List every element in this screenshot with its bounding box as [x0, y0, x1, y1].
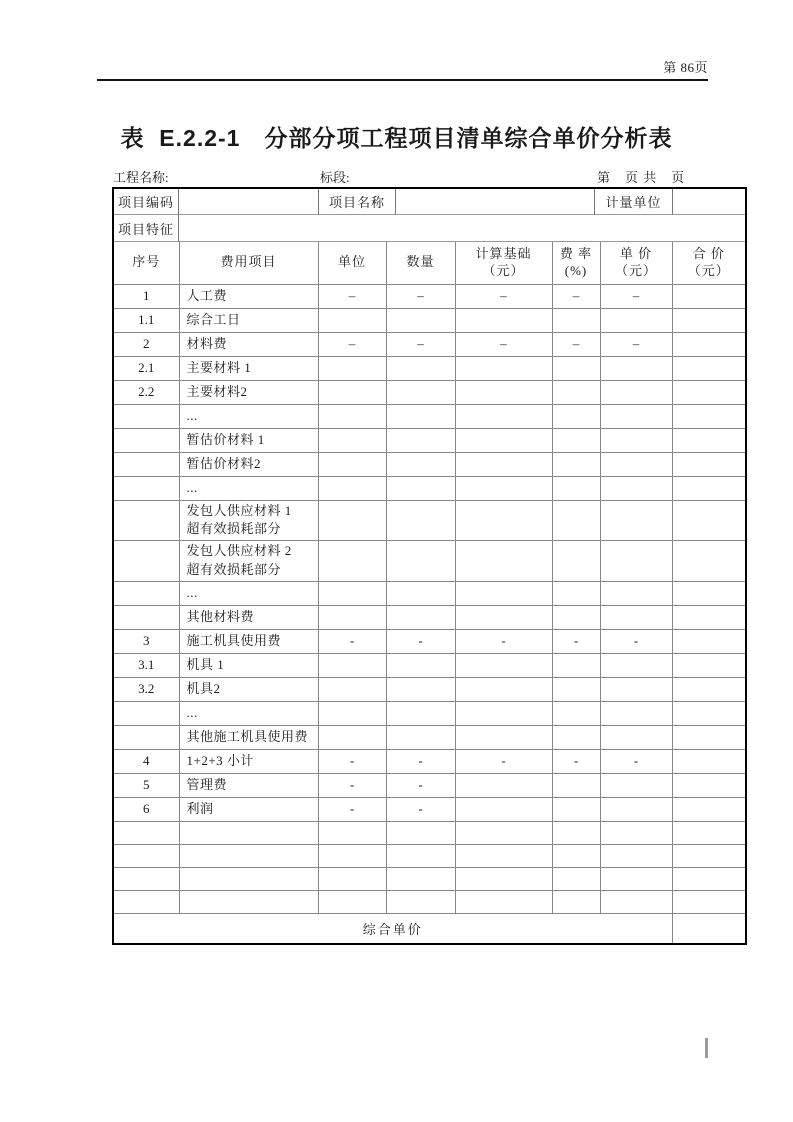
row-cell — [552, 677, 600, 701]
row-cell — [386, 500, 455, 541]
row-cell — [455, 476, 552, 500]
empty-row — [114, 867, 745, 890]
row-cell: – — [386, 332, 455, 356]
header-rule — [97, 79, 708, 81]
row-cell: - — [386, 629, 455, 653]
fee-row — [114, 404, 745, 428]
row-cell: – — [552, 332, 600, 356]
row-item: ... — [179, 404, 318, 428]
row-cell — [318, 701, 386, 725]
row-cell — [552, 821, 600, 844]
row-cell — [672, 797, 745, 821]
row-cell — [600, 605, 672, 629]
row-item: 其他施工机具使用费 — [179, 725, 318, 749]
row-cell — [552, 773, 600, 797]
row-cell — [455, 701, 552, 725]
cursor-mark — [705, 1038, 708, 1058]
row-cell — [386, 653, 455, 677]
empty-row — [114, 821, 745, 844]
pagination-label: 第 页 共 页 — [597, 170, 686, 185]
row-cell — [672, 701, 745, 725]
row-cell: - — [318, 629, 386, 653]
row-cell — [455, 677, 552, 701]
row-cell: - — [318, 797, 386, 821]
row-no: 3.1 — [114, 653, 179, 677]
row-cell: - — [318, 749, 386, 773]
row-no — [114, 890, 179, 913]
row-cell — [455, 541, 552, 582]
fee-row — [114, 605, 745, 629]
row-cell: – — [455, 332, 552, 356]
row-cell — [672, 500, 745, 541]
row-cell — [600, 725, 672, 749]
row-item: 1+2+3 小计 — [179, 749, 318, 773]
row-no — [114, 581, 179, 605]
row-cell — [455, 308, 552, 332]
row-cell: - — [386, 749, 455, 773]
row-cell — [672, 867, 745, 890]
fee-row — [114, 629, 745, 653]
row-item: 机具2 — [179, 677, 318, 701]
row-cell — [386, 308, 455, 332]
row-cell — [318, 581, 386, 605]
row-cell — [318, 308, 386, 332]
row-cell — [386, 581, 455, 605]
row-item: 暂估价材料2 — [179, 452, 318, 476]
row-item: 机具 1 — [179, 653, 318, 677]
row-cell — [600, 541, 672, 582]
row-cell: – — [386, 284, 455, 308]
row-item: 施工机具使用费 — [179, 629, 318, 653]
row-no — [114, 605, 179, 629]
row-no: 4 — [114, 749, 179, 773]
column-header: 序号 — [114, 242, 179, 284]
row-cell — [672, 821, 745, 844]
row-cell — [600, 356, 672, 380]
row-no: 5 — [114, 773, 179, 797]
row-no: 2 — [114, 332, 179, 356]
row-cell — [455, 605, 552, 629]
row-cell — [672, 332, 745, 356]
row-no — [114, 541, 179, 582]
section-label: 标段: — [320, 170, 350, 185]
row-cell — [455, 867, 552, 890]
row-no — [114, 844, 179, 867]
row-item — [179, 890, 318, 913]
info-row — [114, 189, 745, 215]
row-cell — [600, 677, 672, 701]
row-item: 暂估价材料 1 — [179, 428, 318, 452]
row-cell: - — [455, 749, 552, 773]
fee-row — [114, 701, 745, 725]
empty-row — [114, 844, 745, 867]
row-no: 1.1 — [114, 308, 179, 332]
row-cell — [672, 749, 745, 773]
column-header: 数量 — [386, 242, 455, 284]
row-cell — [455, 404, 552, 428]
row-cell — [552, 452, 600, 476]
row-cell — [552, 356, 600, 380]
row-cell — [552, 581, 600, 605]
row-cell — [672, 308, 745, 332]
summary-value — [672, 913, 745, 943]
row-cell: - — [386, 773, 455, 797]
row-item: 其他材料费 — [179, 605, 318, 629]
row-cell — [600, 452, 672, 476]
fee-row — [114, 677, 745, 701]
row-cell — [386, 452, 455, 476]
row-cell — [672, 428, 745, 452]
row-cell — [386, 605, 455, 629]
fee-row — [114, 653, 745, 677]
row-cell — [318, 725, 386, 749]
row-cell — [455, 380, 552, 404]
row-cell — [455, 725, 552, 749]
item-name-label: 项目名称 — [319, 189, 396, 215]
row-item: 管理费 — [179, 773, 318, 797]
row-cell — [600, 821, 672, 844]
row-cell — [600, 581, 672, 605]
row-item — [179, 821, 318, 844]
meta-line — [0, 167, 793, 185]
fee-row — [114, 581, 745, 605]
row-cell — [318, 890, 386, 913]
row-no — [114, 500, 179, 541]
row-cell — [552, 653, 600, 677]
row-cell: – — [600, 332, 672, 356]
fee-row — [114, 541, 745, 582]
row-cell — [455, 844, 552, 867]
row-cell — [386, 356, 455, 380]
row-cell — [552, 605, 600, 629]
row-cell: - — [318, 773, 386, 797]
row-cell — [318, 541, 386, 582]
row-cell — [552, 797, 600, 821]
row-item — [179, 867, 318, 890]
row-cell — [552, 725, 600, 749]
row-no — [114, 404, 179, 428]
row-cell — [318, 867, 386, 890]
row-cell — [672, 404, 745, 428]
row-cell — [672, 380, 745, 404]
empty-row — [114, 890, 745, 913]
item-code-value — [179, 189, 319, 215]
row-cell — [455, 356, 552, 380]
row-cell: – — [455, 284, 552, 308]
row-cell — [600, 890, 672, 913]
row-cell — [318, 677, 386, 701]
row-item: 材料费 — [179, 332, 318, 356]
column-header: 单 价 （元） — [600, 242, 672, 284]
row-item: 发包人供应材料 2 超有效损耗部分 — [179, 541, 318, 582]
page-title: 表 E.2.2-1 分部分项工程项目清单综合单价分析表 — [120, 125, 673, 151]
row-item: 主要材料 1 — [179, 356, 318, 380]
row-item: 发包人供应材料 1 超有效损耗部分 — [179, 500, 318, 541]
row-cell — [455, 500, 552, 541]
row-cell — [318, 428, 386, 452]
row-cell — [552, 428, 600, 452]
row-cell — [386, 677, 455, 701]
row-item: ... — [179, 476, 318, 500]
row-cell — [318, 452, 386, 476]
row-cell: - — [455, 629, 552, 653]
fee-row — [114, 500, 745, 541]
row-cell — [552, 890, 600, 913]
row-cell — [386, 867, 455, 890]
item-feature-value — [179, 215, 745, 242]
row-cell — [600, 867, 672, 890]
row-cell — [600, 797, 672, 821]
item-name-value — [396, 189, 595, 215]
column-header: 合 价 （元） — [672, 242, 745, 284]
row-cell — [455, 653, 552, 677]
row-cell — [672, 476, 745, 500]
row-item: 利润 — [179, 797, 318, 821]
row-no: 6 — [114, 797, 179, 821]
row-cell: - — [600, 629, 672, 653]
row-cell — [318, 356, 386, 380]
fee-row — [114, 356, 745, 380]
row-cell — [318, 844, 386, 867]
row-cell — [672, 653, 745, 677]
row-cell — [672, 284, 745, 308]
row-cell — [672, 541, 745, 582]
row-cell — [386, 821, 455, 844]
row-no: 2.1 — [114, 356, 179, 380]
row-cell — [386, 541, 455, 582]
row-no — [114, 725, 179, 749]
feature-row — [114, 215, 745, 242]
row-cell — [386, 428, 455, 452]
row-cell — [600, 308, 672, 332]
row-no — [114, 867, 179, 890]
row-cell — [552, 476, 600, 500]
row-cell — [455, 890, 552, 913]
row-cell — [386, 725, 455, 749]
fee-row — [114, 428, 745, 452]
row-cell — [672, 773, 745, 797]
row-cell — [672, 725, 745, 749]
row-no — [114, 428, 179, 452]
row-cell — [600, 653, 672, 677]
row-cell — [600, 773, 672, 797]
row-cell — [455, 452, 552, 476]
row-cell: – — [552, 284, 600, 308]
fee-row — [114, 284, 745, 308]
row-cell — [318, 404, 386, 428]
row-cell — [672, 677, 745, 701]
measure-unit-value — [673, 189, 745, 215]
column-header: 计算基础 （元） — [455, 242, 552, 284]
fee-row — [114, 332, 745, 356]
row-cell — [672, 844, 745, 867]
row-cell: - — [552, 749, 600, 773]
measure-unit-label: 计量单位 — [595, 189, 673, 215]
row-cell — [552, 404, 600, 428]
column-header: 单位 — [318, 242, 386, 284]
fee-row — [114, 476, 745, 500]
row-cell — [318, 476, 386, 500]
row-item: ... — [179, 581, 318, 605]
row-cell — [552, 844, 600, 867]
row-cell — [552, 867, 600, 890]
row-cell: - — [552, 629, 600, 653]
project-name-label: 工程名称: — [113, 170, 169, 185]
row-cell — [552, 701, 600, 725]
row-no — [114, 476, 179, 500]
page-number: 第 86页 — [663, 60, 708, 75]
column-header: 费 率 (%) — [552, 242, 600, 284]
row-cell — [386, 890, 455, 913]
row-cell — [600, 844, 672, 867]
row-cell — [672, 356, 745, 380]
row-cell — [455, 821, 552, 844]
row-cell — [455, 773, 552, 797]
row-cell: – — [318, 284, 386, 308]
row-cell — [600, 428, 672, 452]
row-cell — [455, 797, 552, 821]
row-no — [114, 701, 179, 725]
row-cell — [672, 452, 745, 476]
row-cell — [672, 581, 745, 605]
row-item: 主要材料2 — [179, 380, 318, 404]
fee-table-body — [114, 284, 745, 943]
row-cell — [552, 541, 600, 582]
fee-row — [114, 308, 745, 332]
unit-price-analysis-table — [112, 187, 747, 945]
row-cell: - — [386, 797, 455, 821]
row-cell — [386, 380, 455, 404]
fee-row — [114, 797, 745, 821]
row-cell — [386, 476, 455, 500]
row-cell — [318, 380, 386, 404]
row-cell — [552, 380, 600, 404]
row-cell — [600, 476, 672, 500]
row-cell — [552, 308, 600, 332]
fee-row — [114, 749, 745, 773]
row-cell — [455, 428, 552, 452]
row-cell: – — [318, 332, 386, 356]
row-cell — [600, 380, 672, 404]
fee-row — [114, 725, 745, 749]
fee-row — [114, 380, 745, 404]
item-code-label: 项目编码 — [114, 189, 179, 215]
row-cell: – — [600, 284, 672, 308]
row-cell: - — [600, 749, 672, 773]
row-cell — [600, 404, 672, 428]
row-cell — [386, 844, 455, 867]
row-cell — [600, 701, 672, 725]
summary-label: 综合单价 — [114, 913, 672, 943]
row-item — [179, 844, 318, 867]
column-header: 费用项目 — [179, 242, 318, 284]
row-no: 1 — [114, 284, 179, 308]
fee-table — [114, 242, 745, 943]
item-feature-label: 项目特征 — [114, 215, 179, 242]
row-cell — [672, 629, 745, 653]
row-cell — [672, 890, 745, 913]
row-cell — [386, 404, 455, 428]
row-cell — [552, 500, 600, 541]
row-cell — [318, 653, 386, 677]
row-no — [114, 821, 179, 844]
row-cell — [318, 605, 386, 629]
row-no: 3 — [114, 629, 179, 653]
row-no — [114, 452, 179, 476]
row-cell — [386, 701, 455, 725]
row-no: 3.2 — [114, 677, 179, 701]
row-item: ... — [179, 701, 318, 725]
fee-row — [114, 452, 745, 476]
row-cell — [600, 500, 672, 541]
fee-row — [114, 773, 745, 797]
row-cell — [455, 581, 552, 605]
row-cell — [672, 605, 745, 629]
row-item: 综合工日 — [179, 308, 318, 332]
row-item: 人工费 — [179, 284, 318, 308]
row-cell — [318, 500, 386, 541]
row-no: 2.2 — [114, 380, 179, 404]
row-cell — [318, 821, 386, 844]
summary-row — [114, 913, 745, 943]
fee-table-header-row — [114, 242, 745, 284]
